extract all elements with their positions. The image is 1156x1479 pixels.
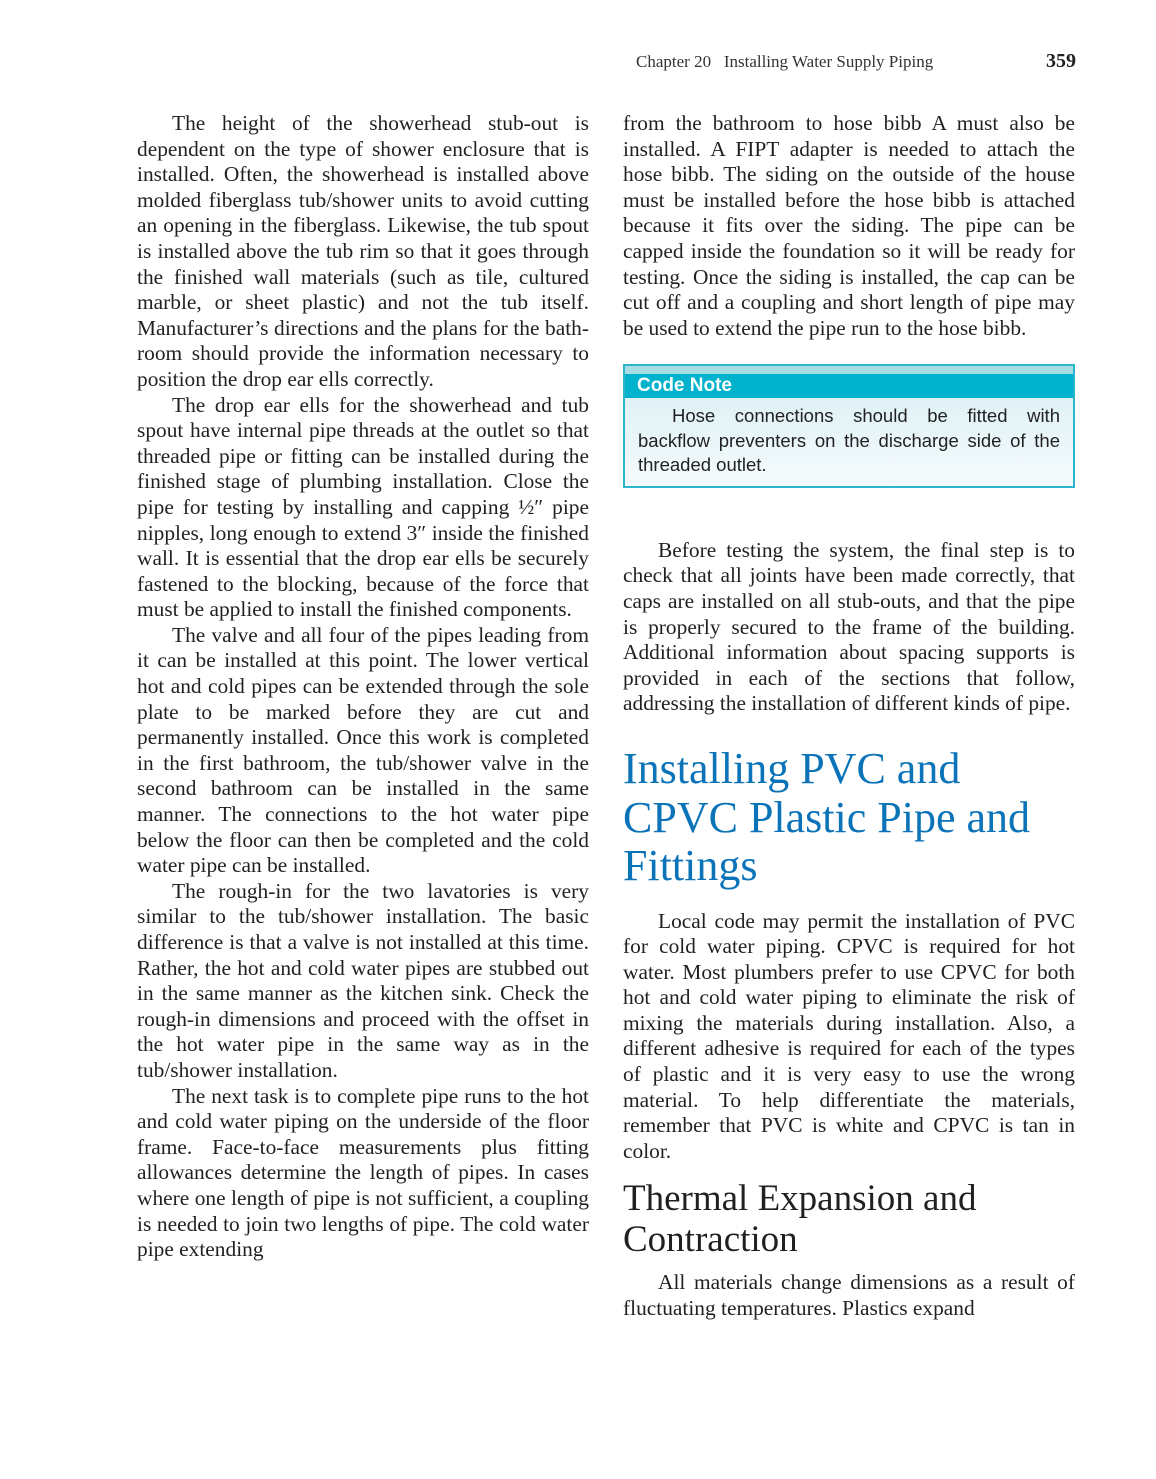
spacer bbox=[623, 488, 1075, 538]
chapter-title: Chapter 20 Installing Water Supply Piping bbox=[636, 52, 934, 71]
section-heading: Installing PVC and CPVC Plastic Pipe and Fittings bbox=[623, 744, 1031, 890]
code-note-text: Hose connections should be fitted with backflow preventers on the discharge side of the threaded outlet. bbox=[638, 405, 1060, 476]
paragraph: The valve and all four of the pipes leading from it can be installed at this point. The lower vertical hot and cold pipes can be extended through the sole plate to be marked before they are cut and permanently installed. Once this work is completed in the first bathroom, the tub/shower valve in the second bathroom can be installed in the same manner. The connections to the hot water pipe below the floor can then be completed and the cold water pipe can be installed. bbox=[137, 622, 589, 878]
paragraph: The rough-in for the two lavatories is very similar to the tub/shower installation. The basic difference is that a valve is not installed at this time. Rather, the hot and cold water pipes are stubbed out in the same manner as the kitchen sink. Check the rough-in dimensions and proceed with the offset in the hot water pipe in the same way as in the tub/shower installation. bbox=[137, 878, 589, 1082]
code-note-box bbox=[623, 364, 1075, 488]
paragraph: Local code may permit the installation of PVC for cold water piping. CPVC is required for hot water. Most plumbers prefer to use CPVC for both hot and cold water piping to eliminate the risk of mixing the materials during installation. Also, a different adhesive is required for each of the types of plastic and it is very easy to use the wrong material. To help differentiate the materials, remember that PVC is white and CPVC is tan in color. bbox=[623, 908, 1075, 1163]
paragraph: The height of the showerhead stub-out is dependent on the type of shower enclosure that is installed. Often, the showerhead is installed above molded fiberglass tub/shower units to avoid cutting an opening in the fiberglass. Likewise, the tub spout is installed above the tub rim so that it goes through the finished wall materials (such as tile, cultured marble, or sheet plastic) and not the tub itself. Manufacturer’s directions and the plans for the bathroom should provide the information necessary to position the drop ear ells correctly. bbox=[137, 111, 589, 391]
subsection-heading: Thermal Expansion and Contraction bbox=[623, 1178, 977, 1261]
code-note-topbar bbox=[625, 366, 1073, 374]
paragraph: The next task is to complete pipe runs to the hot and cold water piping on the underside of the floor frame. Face-to-face measurements plus fitting allowances determine the length of pipes. In cases where one length of pipe is not sufficient, a coupling is needed to join two lengths of pipe. The cold water pipe extending bbox=[137, 1083, 589, 1262]
running-header bbox=[636, 50, 1076, 74]
paragraph: Before testing the system, the final step is to check that all joints have been made correctly, that caps are installed on all stub-outs, and that the pipe is properly secured to the frame of the building. Additional information about spacing supports is provided in each of the sections that follow, addressing the installation of different kinds of pipe. bbox=[623, 537, 1075, 716]
paragraph: The drop ear ells for the showerhead and tub spout have internal pipe threads at the outlet so that threaded pipe or fitting can be installed during the finished stage of plumbing installation. Close the pipe for testing by installing and capping ½″ pipe nipples, long enough to extend 3″ inside the finished wall. It is essential that the drop ear ells be securely fastened to the blocking, because of the force that must be applied to install the finished components. bbox=[137, 392, 589, 622]
page-number: 359 bbox=[1046, 50, 1076, 72]
right-column bbox=[623, 111, 1075, 1322]
code-note-title: Code Note bbox=[625, 374, 1073, 398]
paragraph: All materials change dimensions as a result of fluctuating temperatures. Plastics expand bbox=[623, 1270, 1075, 1321]
paragraph-continuation: from the bathroom to hose bibb A must also be installed. A FIPT adapter is needed to attach the hose bibb. The siding on the outside of the house must be installed before the hose bibb is attached because it fits over the siding. The pipe can be capped inside the foundation so it will be ready for testing. Once the siding is installed, the cap can be cut off and a coupling and short length of pipe may be used to extend the pipe run to the hose bibb. bbox=[623, 111, 1075, 340]
left-column bbox=[137, 111, 589, 1263]
